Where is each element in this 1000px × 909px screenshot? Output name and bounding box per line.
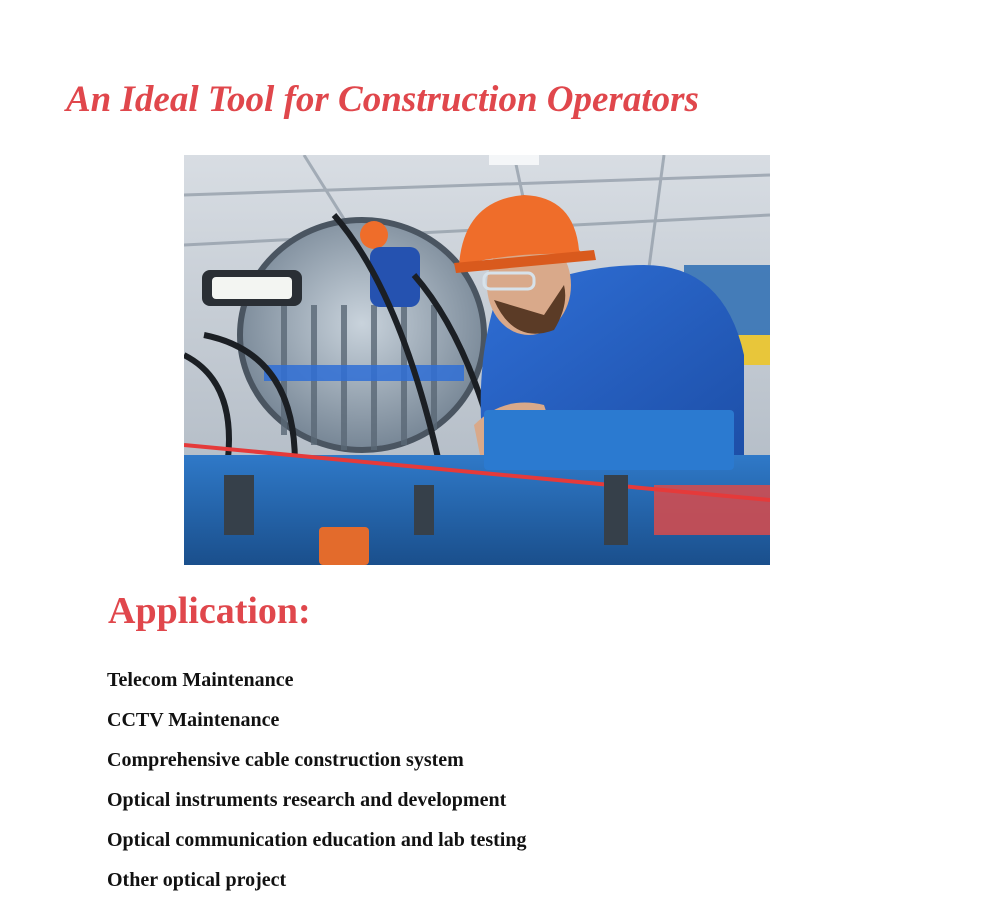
- worker-photo-illustration: [184, 155, 770, 565]
- application-item: Telecom Maintenance: [107, 669, 294, 691]
- application-item: CCTV Maintenance: [107, 709, 280, 731]
- application-item: Optical instruments research and development: [107, 789, 507, 811]
- worker-photo: [184, 155, 770, 565]
- application-list: [107, 660, 526, 900]
- application-title: Application:: [108, 590, 311, 632]
- headline: An Ideal Tool for Construction Operators: [66, 79, 699, 120]
- application-item: Comprehensive cable construction system: [107, 749, 464, 771]
- application-item: Optical communication education and lab testing: [107, 829, 527, 851]
- application-item: Other optical project: [107, 869, 287, 891]
